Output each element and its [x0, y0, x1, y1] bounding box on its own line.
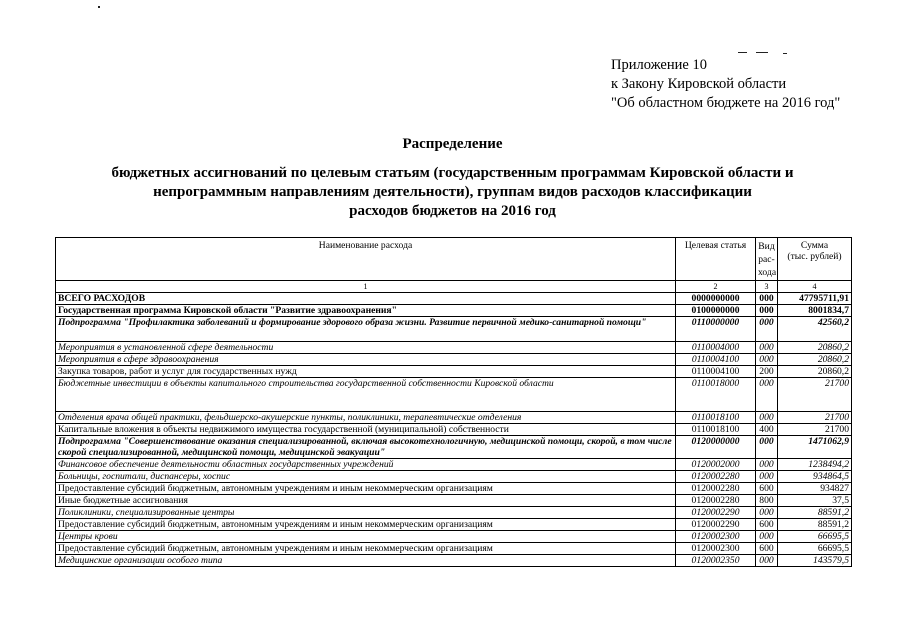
row-amount: 1471062,9 — [778, 436, 852, 459]
header-vr-line: Вид — [758, 241, 775, 252]
row-name: Больницы, госпитали, диспансеры, хоспис — [56, 471, 676, 483]
row-code: 0120000000 — [676, 436, 756, 459]
row-amount: 20860,2 — [778, 342, 852, 354]
row-name: ВСЕГО РАСХОДОВ — [56, 293, 676, 305]
row-vr: 000 — [756, 354, 778, 366]
table-row — [56, 519, 852, 531]
document-subtitle-line: непрограммным направлениям деятельности), группам видов расходов классификации — [153, 184, 752, 200]
header-code: Целевая статья — [676, 238, 756, 281]
row-vr: 600 — [756, 543, 778, 555]
row-vr: 200 — [756, 366, 778, 378]
row-amount: 88591,2 — [778, 519, 852, 531]
row-code: 0120002280 — [676, 495, 756, 507]
row-code: 0120002000 — [676, 459, 756, 471]
row-code: 0000000000 — [676, 293, 756, 305]
row-name: Закупка товаров, работ и услуг для государственных нужд — [56, 366, 676, 378]
scan-speck — [783, 53, 787, 54]
row-vr: 600 — [756, 483, 778, 495]
header-vr-line: рас- — [758, 254, 775, 265]
row-name: Подпрограмма "Профилактика заболеваний и формирование здорового образа жизни. Развитие первичной медико-санитарной помощи" — [56, 317, 676, 342]
table-row — [56, 317, 852, 342]
row-code: 0110018000 — [676, 378, 756, 412]
row-name: Центры крови — [56, 531, 676, 543]
table-row — [56, 507, 852, 519]
table-row — [56, 543, 852, 555]
table-row — [56, 495, 852, 507]
document-subtitle-line: расходов бюджетов на 2016 год — [349, 203, 556, 219]
row-amount: 143579,5 — [778, 555, 852, 567]
header-vr-line: хода — [758, 267, 777, 278]
row-name: Государственная программа Кировской области "Развитие здравоохранения" — [56, 305, 676, 317]
appendix-line: "Об областном бюджете на 2016 год" — [611, 95, 841, 111]
table-row — [56, 342, 852, 354]
row-code: 0120002350 — [676, 555, 756, 567]
row-amount: 66695,5 — [778, 543, 852, 555]
row-amount: 37,5 — [778, 495, 852, 507]
table-row — [56, 378, 852, 412]
row-name: Мероприятия в сфере здравоохранения — [56, 354, 676, 366]
row-amount: 21700 — [778, 378, 852, 412]
row-name: Подпрограмма "Совершенствование оказания специализированной, включая высокотехнологичную, медицинской помощи, скорой, в том числе скорой специализированной, медицинской помощи, медицинской эвакуации" — [56, 436, 676, 459]
row-code: 0120002290 — [676, 507, 756, 519]
row-code: 0110004100 — [676, 354, 756, 366]
header-sum-line: Сумма — [800, 240, 829, 251]
table-row — [56, 555, 852, 567]
row-vr: 000 — [756, 436, 778, 459]
row-name: Медицинские организации особого типа — [56, 555, 676, 567]
row-name: Отделения врача общей практики, фельдшерско-акушерские пункты, поликлиники, терапевтические отделения — [56, 412, 676, 424]
table-row — [56, 531, 852, 543]
row-amount: 20860,2 — [778, 366, 852, 378]
row-amount: 21700 — [778, 412, 852, 424]
row-vr: 000 — [756, 305, 778, 317]
table-row — [56, 366, 852, 378]
document-title: Распределение — [402, 136, 503, 152]
row-vr: 000 — [756, 555, 778, 567]
scan-speck — [756, 52, 768, 53]
column-number: 4 — [778, 281, 852, 293]
row-code: 0120002280 — [676, 471, 756, 483]
header-sum-line: (тыс. рублей) — [787, 251, 842, 262]
row-name: Мероприятия в установленной сфере деятельности — [56, 342, 676, 354]
row-code: 0120002300 — [676, 543, 756, 555]
row-code: 0120002290 — [676, 519, 756, 531]
row-amount: 66695,5 — [778, 531, 852, 543]
appendix-note — [611, 56, 840, 113]
scan-speck — [98, 6, 100, 8]
row-name: Капитальные вложения в объекты недвижимого имущества государственной (муниципальной) собственности — [56, 424, 676, 436]
row-code: 0110000000 — [676, 317, 756, 342]
table-row — [56, 354, 852, 366]
table-row — [56, 436, 852, 459]
column-number: 2 — [676, 281, 756, 293]
row-code: 0120002280 — [676, 483, 756, 495]
row-name: Бюджетные инвестиции в объекты капитального строительства государственной собственности Кировской области — [56, 378, 676, 412]
row-vr: 000 — [756, 378, 778, 412]
appendix-line: к Закону Кировской области — [611, 76, 787, 92]
row-amount: 934864,5 — [778, 471, 852, 483]
row-vr: 000 — [756, 459, 778, 471]
row-code: 0100000000 — [676, 305, 756, 317]
column-number: 3 — [756, 281, 778, 293]
table-row — [56, 471, 852, 483]
row-vr: 600 — [756, 519, 778, 531]
table-row — [56, 305, 852, 317]
scan-speck — [738, 52, 747, 53]
row-amount: 42560,2 — [778, 317, 852, 342]
header-sum — [778, 238, 852, 281]
header-name: Наименование расхода — [56, 238, 676, 281]
row-name: Поликлиники, специализированные центры — [56, 507, 676, 519]
table-header-row — [56, 238, 852, 281]
row-code: 0120002300 — [676, 531, 756, 543]
row-name: Предоставление субсидий бюджетным, автономным учреждениям и иным некоммерческим организациям — [56, 483, 676, 495]
row-vr: 000 — [756, 412, 778, 424]
row-name: Финансовое обеспечение деятельности областных государственных учреждений — [56, 459, 676, 471]
table-row — [56, 293, 852, 305]
header-vr — [756, 238, 778, 281]
column-number-row — [56, 281, 852, 293]
row-amount: 934827 — [778, 483, 852, 495]
row-name: Предоставление субсидий бюджетным, автономным учреждениям и иным некоммерческим организациям — [56, 543, 676, 555]
row-amount: 88591,2 — [778, 507, 852, 519]
row-code: 0110018100 — [676, 412, 756, 424]
row-amount: 20860,2 — [778, 354, 852, 366]
budget-table — [55, 237, 852, 567]
row-vr: 800 — [756, 495, 778, 507]
table-row — [56, 483, 852, 495]
document-subtitle-line: бюджетных ассигнований по целевым статьям (государственным программам Кировской области и — [111, 165, 794, 181]
row-code: 0110018100 — [676, 424, 756, 436]
row-amount: 47795711,91 — [778, 293, 852, 305]
row-vr: 000 — [756, 507, 778, 519]
row-amount: 21700 — [778, 424, 852, 436]
row-vr: 000 — [756, 471, 778, 483]
table-row — [56, 459, 852, 471]
row-vr: 400 — [756, 424, 778, 436]
row-amount: 8001834,7 — [778, 305, 852, 317]
column-number: 1 — [56, 281, 676, 293]
row-vr: 000 — [756, 342, 778, 354]
row-code: 0110004100 — [676, 366, 756, 378]
row-vr: 000 — [756, 317, 778, 342]
table-row — [56, 424, 852, 436]
row-name: Иные бюджетные ассигнования — [56, 495, 676, 507]
row-code: 0110004000 — [676, 342, 756, 354]
row-name: Предоставление субсидий бюджетным, автономным учреждениям и иным некоммерческим организациям — [56, 519, 676, 531]
row-vr: 000 — [756, 293, 778, 305]
table-row — [56, 412, 852, 424]
appendix-line: Приложение 10 — [611, 57, 707, 73]
row-amount: 1238494,2 — [778, 459, 852, 471]
row-vr: 000 — [756, 531, 778, 543]
